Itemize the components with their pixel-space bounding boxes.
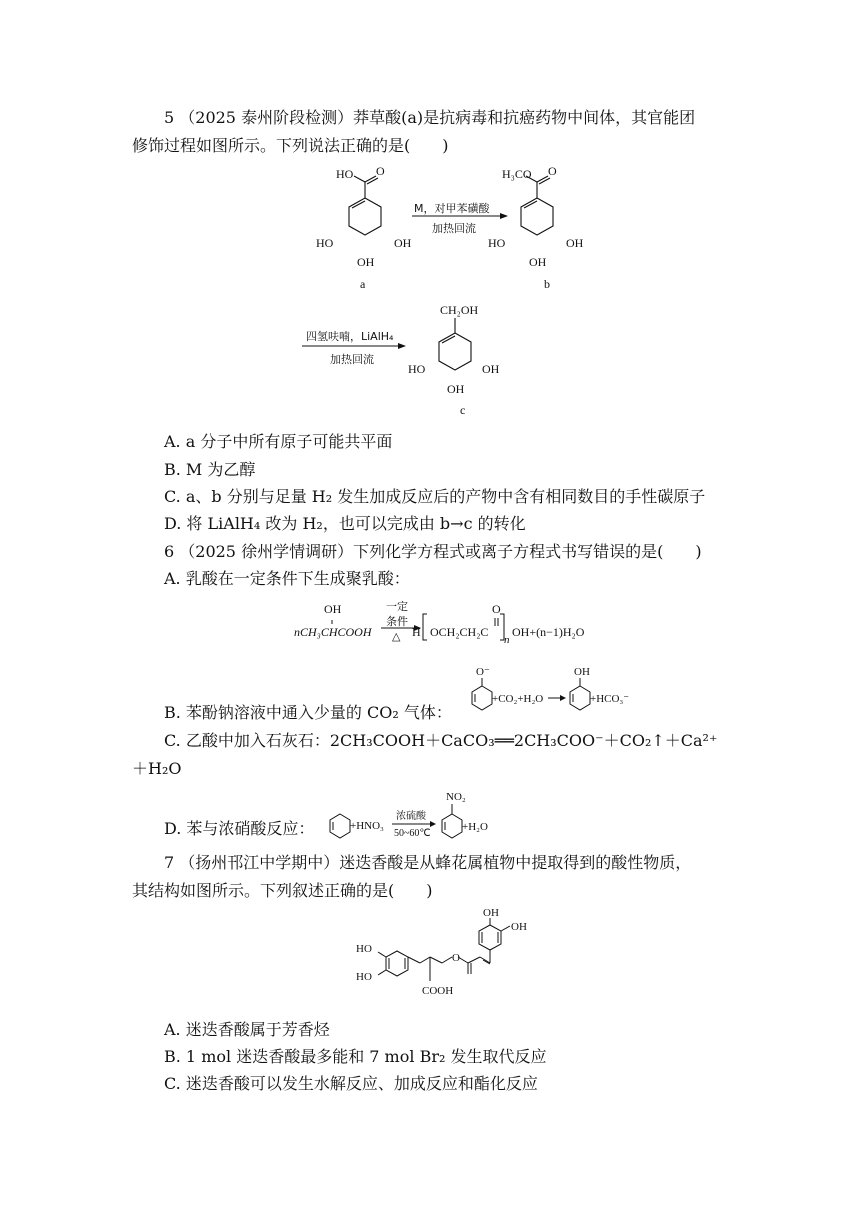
label-a: a [360,277,366,291]
q6-option-a: A. 乳酸在一定条件下生成聚乳酸： [164,569,410,588]
arrow2-top-condition: 四氢呋喃，LiAlH₄ [306,330,394,343]
q7-rosmarinic-acid-structure [350,906,560,1010]
a-ho-left: HO [316,236,334,250]
q5-option-c: C. a、b 分别与足量 H₂ 发生加成反应后的产物中含有相同数目的手性碳原子 [164,487,706,506]
eqB-o-minus: O⁻ [476,666,490,678]
arrow1-bottom-condition: 加热回流 [432,222,476,235]
q7-stem-line1: 7 （扬州邗江中学期中）迷迭香酸是从蜂花属植物中提取得到的酸性物质， [164,853,692,872]
q7-ho-upper: HO [356,943,372,955]
q6-stem: 6 （2025 徐州学情调研）下列化学方程式或离子方程式书写错误的是( ) [164,542,702,561]
q7-oh-right: OH [511,921,527,933]
q6-equation-b [462,658,662,722]
eqD-no2: NO₂ [446,791,466,803]
q5-option-a: A. a 分子中所有原子可能共平面 [164,432,393,451]
arrow1-top-condition: M，对甲苯磺酸 [414,202,490,215]
eqD-plus-hno3: +HNO₃ [350,820,384,832]
eqD-cond-bot: 50~60℃ [394,828,431,839]
q7-ho-lower: HO [356,971,372,983]
q7-option-c: C. 迷迭香酸可以发生水解反应、加成反应和酯化反应 [164,1074,538,1093]
b-methoxy: H₃CO [502,167,532,181]
b-oh-bottom: OH [529,255,547,269]
label-b: b [544,277,550,291]
q5-reaction-scheme [290,160,620,420]
a-carbonyl-o: O [376,164,385,178]
q7-option-a: A. 迷迭香酸属于芳香烃 [164,1020,330,1039]
q6-option-d: D. 苯与浓硝酸反应： [164,819,315,838]
c-oh-right: OH [482,362,500,376]
q5-option-b: B. M 为乙醇 [164,460,256,479]
eqA-n: n [504,634,510,644]
eqA-unit: OCH₂CH₂C [430,625,489,639]
eqB-rhs: +HCO₃⁻ [590,693,630,705]
b-oh-right: OH [566,236,584,250]
eqA-o-top: O [492,602,501,616]
q6-equation-a [290,596,610,644]
q7-oh-top: OH [483,907,499,919]
a-ho-top: HO [336,167,354,181]
b-ho-left: HO [488,236,506,250]
eqA-cond-bot: △ [392,631,401,643]
q7-stem-line2: 其结构如图所示。下列叙述正确的是( ) [132,881,433,900]
q6-option-c-line1: C. 乙酸中加入石灰石：2CH₃COOH＋CaCO₃══2CH₃COO⁻＋CO₂↑＋Ca²⁺ [164,731,718,750]
c-ho-left: HO [408,362,426,376]
q6-equation-d [322,786,512,842]
c-oh-bottom: OH [447,382,465,396]
q5-stem-line2: 修饰过程如图所示。下列说法正确的是( ) [132,136,449,155]
q7-option-b: B. 1 mol 迷迭香酸最多能和 7 mol Br₂ 发生取代反应 [164,1047,547,1066]
eqD-cond-top: 浓硫酸 [396,811,426,822]
eqA-h: H [412,625,421,639]
eqA-cond-mid: 条件 [386,615,408,628]
eqA-oh: OH [324,602,342,616]
a-oh-bottom: OH [357,255,375,269]
q7-ester-o: O [452,952,460,964]
eqA-cond-top: 一定 [386,600,408,613]
q6-option-c-line2: ＋H₂O [132,759,182,778]
label-c: c [460,403,466,417]
q6-option-b: B. 苯酚钠溶液中通入少量的 CO₂ 气体： [164,703,452,722]
a-oh-right: OH [394,236,412,250]
q5-option-d: D. 将 LiAlH₄ 改为 H₂，也可以完成由 b→c 的转化 [164,514,526,533]
b-carbonyl-o: O [548,164,557,178]
c-ch2oh: CH₂OH [440,303,479,317]
eqA-lhs: nCH₃CHCOOH [294,625,372,639]
eqB-oh: OH [574,666,590,678]
q7-cooh: COOH [422,985,454,997]
eqB-mid: +CO₂+H₂O [492,693,544,705]
eqD-rhs: +H₂O [462,821,488,833]
arrow2-bottom-condition: 加热回流 [330,353,374,366]
q5-stem-line1: 5 （2025 泰州阶段检测）莽草酸(a)是抗病毒和抗癌药物中间体，其官能团 [164,108,696,127]
eqA-rhs: OH+(n−1)H₂O [512,625,585,639]
